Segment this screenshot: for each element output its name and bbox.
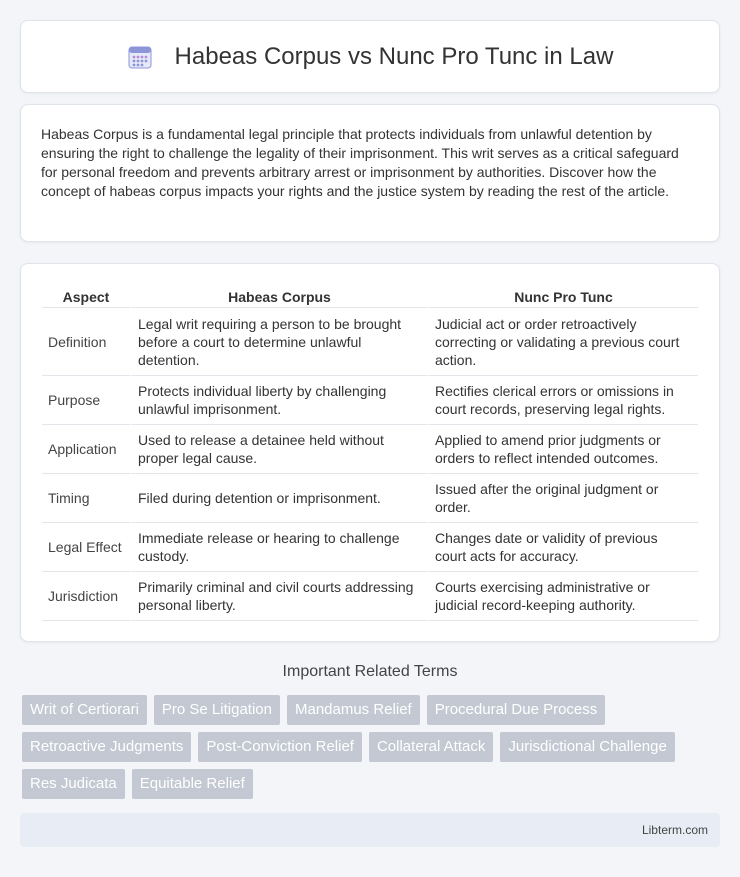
table-row [42, 376, 698, 425]
related-term-tag[interactable]: Pro Se Litigation [154, 695, 280, 725]
column-header-nunc-pro-tunc: Nunc Pro Tunc [427, 284, 698, 308]
related-term-tag[interactable]: Collateral Attack [369, 732, 493, 762]
row-habeas-corpus: Protects individual liberty by challenging unlawful imprisonment. [130, 376, 427, 425]
related-term-tag[interactable]: Mandamus Relief [287, 695, 420, 725]
row-habeas-corpus: Filed during detention or imprisonment. [130, 474, 427, 523]
row-nunc-pro-tunc: Applied to amend prior judgments or orders to reflect intended outcomes. [427, 425, 698, 474]
row-aspect: Timing [42, 474, 130, 523]
row-habeas-corpus: Legal writ requiring a person to be brought before a court to determine unlawful detention. [130, 308, 427, 376]
related-term-tag[interactable]: Jurisdictional Challenge [500, 732, 674, 762]
related-term-tag[interactable]: Retroactive Judgments [22, 732, 191, 762]
related-term-tag[interactable]: Procedural Due Process [427, 695, 606, 725]
table-row [42, 572, 698, 621]
table-row [42, 308, 698, 376]
row-aspect: Purpose [42, 376, 130, 425]
table-row [42, 523, 698, 572]
table-row [42, 474, 698, 523]
row-nunc-pro-tunc: Issued after the original judgment or order. [427, 474, 698, 523]
row-habeas-corpus: Used to release a detainee held without proper legal cause. [130, 425, 427, 474]
related-term-tag[interactable]: Equitable Relief [132, 769, 253, 799]
row-nunc-pro-tunc: Changes date or validity of previous court acts for accuracy. [427, 523, 698, 572]
column-header-aspect: Aspect [42, 284, 130, 308]
row-aspect: Legal Effect [42, 523, 130, 572]
row-habeas-corpus: Primarily criminal and civil courts addressing personal liberty. [130, 572, 427, 621]
row-aspect: Definition [42, 308, 130, 376]
table-header-row [42, 284, 698, 308]
row-nunc-pro-tunc: Rectifies clerical errors or omissions in court records, preserving legal rights. [427, 376, 698, 425]
footer-site-link[interactable]: Libterm.com [641, 823, 708, 837]
page-title: Habeas Corpus vs Nunc Pro Tunc in Law [174, 42, 614, 70]
row-habeas-corpus: Immediate release or hearing to challenge custody. [130, 523, 427, 572]
related-term-tag[interactable]: Post-Conviction Relief [198, 732, 362, 762]
row-aspect: Jurisdiction [42, 572, 130, 621]
related-terms-title: Important Related Terms [282, 663, 458, 680]
related-term-tag[interactable]: Writ of Certiorari [22, 695, 147, 725]
comparison-table [42, 284, 698, 621]
comparison-table-card [20, 263, 720, 642]
column-header-habeas-corpus: Habeas Corpus [130, 284, 427, 308]
row-nunc-pro-tunc: Courts exercising administrative or judicial record-keeping authority. [427, 572, 698, 621]
intro-paragraph: Habeas Corpus is a fundamental legal principle that protects individuals from unlawful detention by ensuring the right to challenge the legality of their imprisonment. This writ serves as a critical safeguard for personal freedom and prevents arbitrary arrest or imprisonment by authorities. Discover how the concept of habeas corpus impacts your rights and the justice system by reading the rest of the article. [41, 126, 679, 199]
intro-card [20, 104, 720, 242]
related-terms-list [22, 695, 722, 799]
header-card [20, 20, 720, 93]
calendar-icon [127, 44, 153, 70]
row-aspect: Application [42, 425, 130, 474]
related-term-tag[interactable]: Res Judicata [22, 769, 125, 799]
row-nunc-pro-tunc: Judicial act or order retroactively correcting or validating a previous court action. [427, 308, 698, 376]
table-row [42, 425, 698, 474]
footer [20, 813, 720, 847]
